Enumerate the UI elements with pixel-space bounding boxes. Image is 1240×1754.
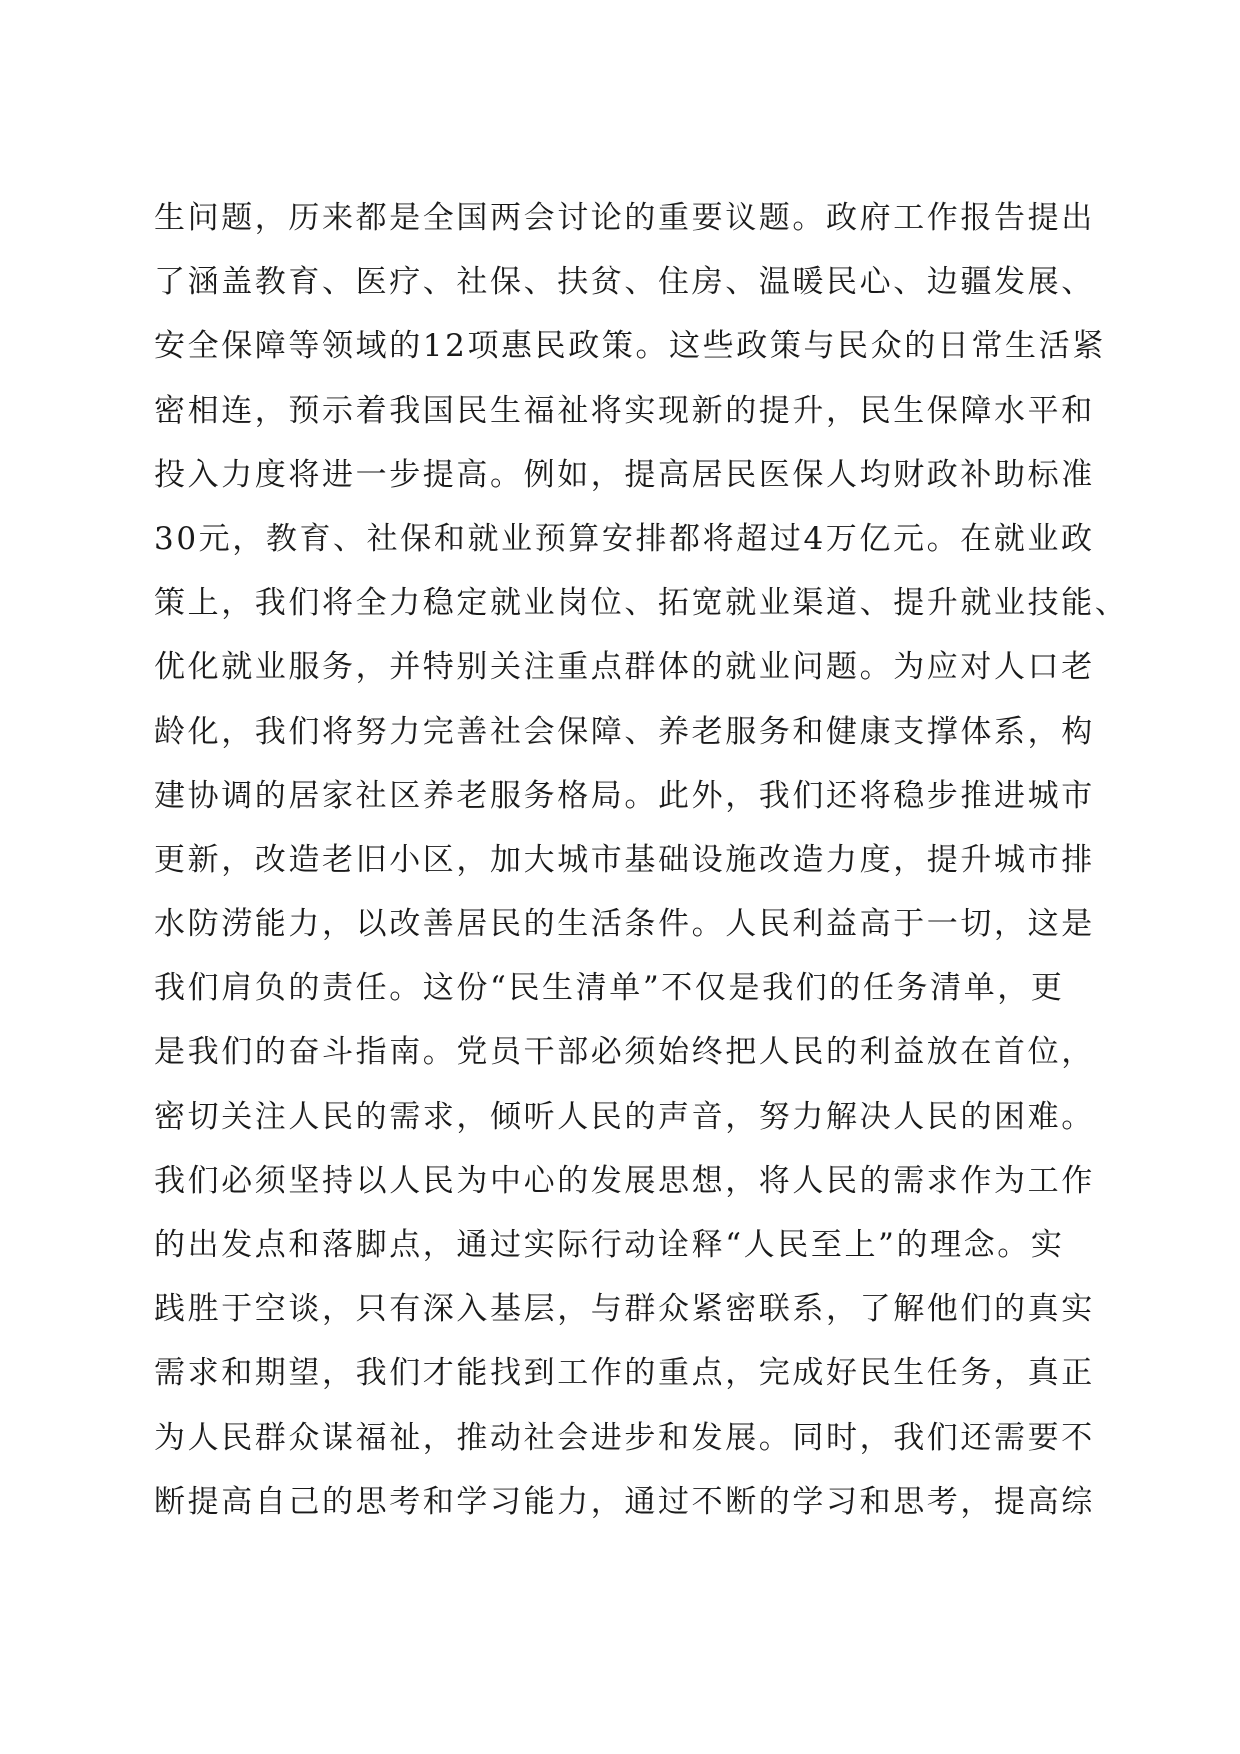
text-line-16: 我们必须坚持以人民为中心的发展思想，将人民的需求作为工作 [154, 1162, 1095, 1199]
text-line-11: 更新，改造老旧小区，加大城市基础设施改造力度，提升城市排 [154, 841, 1095, 878]
text-line-14: 是我们的奋斗指南。党员干部必须始终把人民的利益放在首位， [154, 1034, 1095, 1071]
text-line-9: 龄化，我们将努力完善社会保障、养老服务和健康支撑体系，构 [154, 713, 1095, 750]
text-line-4: 密相连，预示着我国民生福祉将实现新的提升，民生保障水平和 [154, 392, 1095, 429]
text-line-5: 投入力度将进一步提高。例如，提高居民医保人均财政补助标准 [154, 456, 1095, 493]
text-line-6: 30元，教育、社保和就业预算安排都将超过4万亿元。在就业政 [154, 520, 1095, 557]
text-line-20: 为人民群众谋福祉，推动社会进步和发展。同时，我们还需要不 [154, 1419, 1095, 1456]
text-line-21: 断提高自己的思考和学习能力，通过不断的学习和思考，提高综 [154, 1483, 1095, 1520]
text-line-12: 水防涝能力，以改善居民的生活条件。人民利益高于一切，这是 [154, 906, 1095, 943]
text-line-2: 了涵盖教育、医疗、社保、扶贫、住房、温暖民心、边疆发展、 [154, 264, 1095, 301]
text-line-15: 密切关注人民的需求，倾听人民的声音，努力解决人民的困难。 [154, 1098, 1095, 1135]
text-line-3: 安全保障等领域的12项惠民政策。这些政策与民众的日常生活紧 [154, 328, 1106, 365]
text-line-19: 需求和期望，我们才能找到工作的重点，完成好民生任务，真正 [154, 1355, 1095, 1392]
body-text [154, 186, 1129, 1534]
text-line-10: 建协调的居家社区养老服务格局。此外，我们还将稳步推进城市 [154, 777, 1095, 814]
text-line-1: 生问题，历来都是全国两会讨论的重要议题。政府工作报告提出 [154, 200, 1095, 236]
text-line-17: 的出发点和落脚点，通过实际行动诠释“人民至上”的理念。实 [154, 1227, 1065, 1263]
text-line-8: 优化就业服务，并特别关注重点群体的就业问题。为应对人口老 [154, 649, 1095, 686]
text-line-18: 践胜于空谈，只有深入基层，与群众紧密联系，了解他们的真实 [154, 1291, 1095, 1328]
text-line-13: 我们肩负的责任。这份“民生清单”不仅是我们的任务清单，更 [154, 970, 1065, 1007]
text-line-7: 策上，我们将全力稳定就业岗位、拓宽就业渠道、提升就业技能、 [154, 585, 1129, 622]
